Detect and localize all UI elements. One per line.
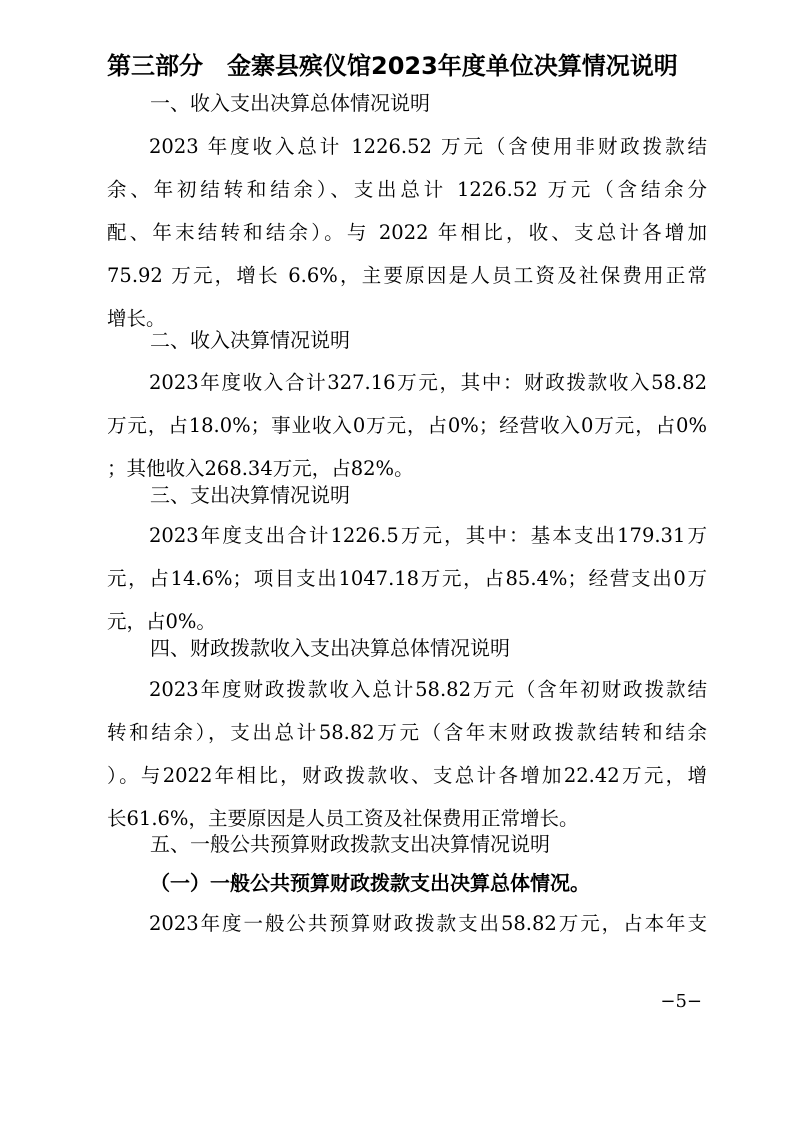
paragraph-line: 75.92 万元，增长 6.6%，主要原因是人员工资及社保费用正常	[107, 264, 707, 287]
paragraph-line: 2023年度收入合计327.16万元，其中：财政拨款收入58.82	[149, 371, 707, 394]
section-paragraph-3	[107, 514, 707, 643]
title-part: 第三部分	[107, 52, 203, 80]
paragraph-line: 万元，占18.0%；事业收入0万元，占0%；经营收入0万元，占0%	[107, 414, 707, 437]
paragraph-line: 余、年初结转和结余）、支出总计 1226.52 万元（含结余分	[107, 178, 707, 201]
section-paragraph-4	[107, 668, 707, 840]
paragraph-line: ；其他收入268.34万元，占82%。	[107, 457, 414, 480]
section-heading-3: 三、支出决算情况说明	[150, 483, 350, 507]
page-title	[107, 46, 707, 86]
paragraph-line: 转和结余），支出总计58.82万元（含年末财政拨款结转和结余	[107, 721, 707, 744]
paragraph-line: 长61.6%，主要原因是人员工资及社保费用正常增长。	[107, 807, 579, 830]
title-name: 金寨县殡仪馆2023年度单位决算情况说明	[227, 52, 678, 80]
paragraph-line: 增长。	[107, 307, 166, 330]
paragraph-line: ）。与2022年相比，财政拨款收、支总计各增加22.42万元，增	[107, 764, 707, 787]
section-heading-2: 二、收入决算情况说明	[150, 328, 350, 352]
page-number: −5−	[660, 991, 702, 1012]
section-paragraph-5	[107, 902, 707, 945]
paragraph-line: 2023年度财政拨款收入总计58.82万元（含年初财政拨款结	[149, 678, 707, 701]
section-heading-5: 五、一般公共预算财政拨款支出决算情况说明	[150, 832, 550, 856]
section-heading-4: 四、财政拨款收入支出决算总体情况说明	[150, 636, 510, 660]
section-paragraph-2	[107, 361, 707, 490]
paragraph-line: 2023年度一般公共预算财政拨款支出58.82万元，占本年支	[149, 912, 707, 935]
paragraph-line: 配、年末结转和结余）。与 2022 年相比，收、支总计各增加	[107, 221, 707, 244]
section-paragraph-1	[107, 125, 707, 340]
paragraph-line: 2023 年度收入总计 1226.52 万元（含使用非财政拨款结	[149, 135, 707, 158]
paragraph-line: 元，占0%。	[107, 610, 216, 633]
paragraph-line: 2023年度支出合计1226.5万元，其中：基本支出179.31万	[149, 524, 707, 547]
section-heading-1: 一、收入支出决算总体情况说明	[150, 91, 430, 115]
paragraph-line: 元，占14.6%；项目支出1047.18万元，占85.4%；经营支出0万	[107, 567, 707, 590]
section-subheading-5-1: （一）一般公共预算财政拨款支出决算总体情况。	[150, 871, 590, 895]
